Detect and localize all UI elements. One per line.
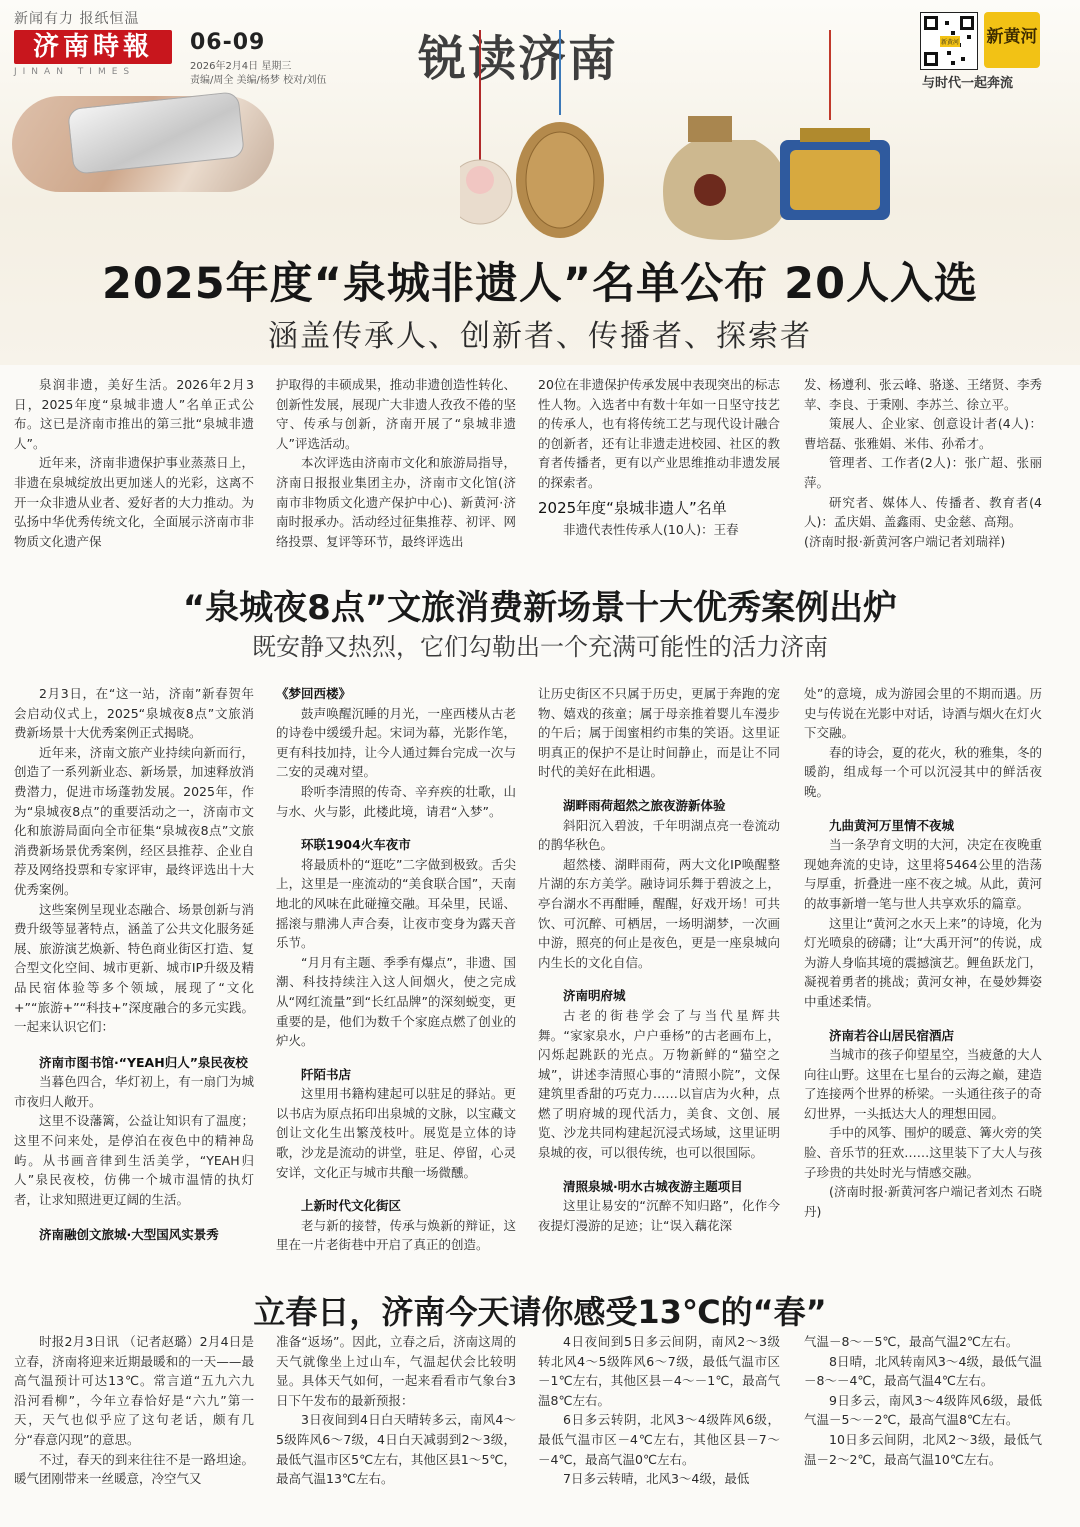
paragraph: 3日夜间到4日白天晴转多云，南风4～5级阵风6～7级，4日白天减弱到2～3级，最低气温市区5℃左右，其他区县1～5℃，最高气温13℃左右。 [276, 1412, 516, 1487]
article3-col1 [14, 1332, 254, 1489]
article2-headline: “泉城夜8点”文旅消费新场景十大优秀案例出炉 [182, 588, 898, 628]
article2-subheadline: 既安静又热烈，它们勾勒出一个充满可能性的活力济南 [252, 633, 828, 661]
article3-col4 [804, 1332, 1042, 1469]
article3-col3 [538, 1332, 780, 1489]
paragraph: 准备“返场”。因此，立春之后，济南这周的天气就像坐上过山车，气温起伏会比较明显。具体天气如何，一起来看看市气象台3日下午发布的最新预报： [276, 1334, 516, 1408]
paragraph: 10日多云间阴，北风2～3级，最低气温－2～2℃，最高气温10℃左右。 [804, 1431, 1042, 1467]
paragraph: 2月3日，在“这一站，济南”新春贺年会启动仪式上，2025“泉城夜8点”文旅消费新场景十大优秀案例正式揭晓。 [14, 686, 254, 741]
partner-logo[interactable]: 新黄河 [984, 12, 1040, 68]
paragraph: 时报2月3日讯 （记者赵璐）2月4日是立春，济南将迎来近期最暖和的一天——最高气温预计可达13℃。常言道“五九六九 沿河看柳”，今年立春恰好是“六九”第一天，天气也似乎应了这句老话，颇有几分“春意闪现”的意思。 [14, 1334, 254, 1447]
article1-col2 [276, 375, 516, 551]
masthead-banner [0, 0, 1080, 365]
article1-headline: 2025年度“泉城非遗人”名单公布 20人入选 [101, 259, 978, 309]
paragraph: 非遗代表性传承人(10人)：王春 [563, 522, 739, 538]
article2-col3 [538, 684, 780, 1235]
list-heading: 2025年度“泉城非遗人”名单 [538, 498, 727, 517]
section-heading: 济南明府城 [563, 988, 626, 1004]
section-heading: 济南市图书馆·“YEAH归人”泉民夜校 [39, 1054, 248, 1070]
article2-col4 [804, 684, 1042, 1221]
section-heading: 湖畔雨荷超然之旅夜游新体验 [563, 797, 726, 813]
section-heading: 清照泉城·明水古城夜游主题项目 [563, 1178, 743, 1194]
article3-col2 [276, 1332, 516, 1489]
paragraph: 气温－8～－5℃，最高气温2℃左右。 [804, 1334, 1019, 1349]
paragraph: 策展人、企业家、创意设计者(4人)：曹培磊、张雅娟、米伟、孙希才。 [804, 416, 1042, 451]
page-numbers: 06-09 [190, 30, 266, 55]
paragraph: “月月有主题、季季有爆点”，非遗、国潮、科技持续注入这人间烟火，使之完成从“网红流量”到“长红品牌”的深刻蜕变，更重要的是，他们为数千个家庭点燃了创业的炉火。 [276, 954, 516, 1049]
newspaper-logo: 济南時報 [14, 30, 172, 64]
section-heading: 阡陌书店 [301, 1066, 352, 1082]
paragraph: 不过，春天的到来往往不是一路坦途。暖气团刚带来一丝暖意，冷空气又 [14, 1451, 254, 1487]
paragraph: 这里不设藩篱，公益让知识有了温度；这里不问来处，是停泊在夜色中的精神岛屿。从书画音律到生活美学，“YEAH归人”泉民夜校，仿佛一个城市温情的执灯者，让求知照进更辽阔的生活。 [14, 1113, 254, 1207]
paragraph: 聆听李清照的传奇、辛弃疾的壮歌，山与水、火与影，此楼此境，请君“入梦”。 [276, 783, 516, 819]
masthead-slogan: 新闻有力 报纸恒温 [14, 11, 140, 27]
date-info [190, 60, 326, 88]
editors-line: 责编/周全 美编/杨梦 校对/刘伍 [190, 75, 327, 86]
paragraph: 将最质朴的“逛吃”二字做到极致。舌尖上，这里是一座流动的“美食联合国”，天南地北的风味在此碰撞交融。耳朵里，民谣、摇滚与鼎沸人声合奏，让夜市变身为露天音乐节。 [276, 856, 516, 951]
issue-date: 2026年2月4日 星期三 [190, 61, 292, 72]
paragraph: 手中的风筝、围炉的暖意、篝火旁的笑脸、音乐节的狂欢……这里装下了大人与孩子珍贵的共处时光与情感交融。 [804, 1125, 1042, 1180]
paragraph: 老与新的接替，传承与焕新的辩证，这里在一片老街巷中开启了真正的创造。 [276, 1217, 516, 1253]
heritage-crafts-illustration [460, 30, 920, 245]
paragraph: 近年来，济南文旅产业持续向新而行，创造了一系列新业态、新场景，加速释放消费潜力，促进市场蓬勃发展。2025年，作为“泉城夜8点”的重要活动之一，济南市文化和旅游局面向全市征集“泉城夜8点”文旅消费新场景优秀案例，经区县推荐、企业自荐及网络投票和专家评审，最终评选出十大优秀案例。 [14, 744, 254, 897]
newspaper-logo-sub: JINAN TIMES [14, 67, 136, 77]
article3-headline: 立春日，济南今天请你感受13℃的“春” [253, 1293, 827, 1331]
byline: (济南时报·新黄河客户端记者刘瑞祥) [804, 533, 1006, 549]
paragraph: 鼓声唤醒沉睡的月光，一座西楼从古老的诗卷中缓缓升起。宋词为幕，光影作笔，更有科技加持，让今人通过舞台完成一次与二安的灵魂对望。 [276, 705, 516, 780]
section-title: 锐读济南 [418, 31, 619, 87]
section-heading: 济南若谷山居民宿酒店 [829, 1027, 955, 1043]
paragraph: 本次评选由济南市文化和旅游局指导，济南日报报业集团主办，济南市文化馆(济南市非物质文化遗产保护中心)、新黄河·济南时报承办。活动经过征集推荐、初评、网络投票、复评等环节，最终评选出 [276, 455, 516, 549]
section-heading: 九曲黄河万里情不夜城 [829, 817, 955, 833]
paragraph: 古老的街巷学会了与当代星辉共舞。“家家泉水，户户垂杨”的古老画布上，闪烁起跳跃的光点。万物新鲜的“猫空之城”，讲述李清照心事的“清照小院”，文保建筑里香甜的巧克力……以盲店为火种，点燃了明府城的现代活力，美食、文创、展览、沙龙共同构建起沉浸式场域，这里证明泉城的夜，可以很传统，也可以很国际。 [538, 1007, 780, 1161]
paragraph: 超然楼、湖畔雨荷，两大文化IP唤醒整片湖的东方美学。融诗词乐舞于碧波之上，亭台湖水不再酣睡，醒醒，好戏开场！可共饮、可沉醉、可栖居，一场明湖梦，一次画中游，照亮的何止是夜色，更是一座泉城向内生长的文化自信。 [538, 856, 780, 970]
paragraph: 这里用书籍构建起可以驻足的驿站。更以书店为原点拓印出泉城的文脉，以宝藏文创让文化生出繁茂枝叶。展览是立体的诗歌，沙龙是流动的讲堂，驻足、停留，心灵安详，文化正与城市共酿一场微醺。 [276, 1086, 516, 1180]
article2-col1 [14, 684, 254, 1245]
byline: (济南时报·新黄河客户端记者刘杰 石晓丹) [804, 1184, 1042, 1219]
article1-col4 [804, 375, 1042, 551]
paragraph: 8日晴，北风转南风3～4级，最低气温－8～－4℃，最高气温4℃左右。 [804, 1353, 1042, 1389]
article2-col2 [276, 684, 516, 1255]
paragraph: 20位在非遗保护传承发展中表现突出的标志性人物。入选者中有数十年如一日坚守技艺的传承人，也有将传统工艺与现代设计融合的创新者，还有让非遗走进校园、社区的教育者传播者，更有以产业思维推动非遗发展的探索者。 [538, 377, 780, 490]
qr-code-icon[interactable] [920, 12, 978, 70]
paragraph: 6日多云转阴，北风3～4级阵风6级，最低气温市区－4℃左右，其他区县－7～－4℃，最高气温0℃左右。 [538, 1412, 780, 1467]
paragraph: 处”的意境，成为游园会里的不期而遇。历史与传说在光影中对话，诗酒与烟火在灯火下交融。 [804, 686, 1042, 741]
article1-subheadline: 涵盖传承人、创新者、传播者、探索者 [268, 319, 812, 354]
article1-col3 [538, 375, 780, 540]
section-heading: 环联1904火车夜市 [301, 837, 411, 853]
paragraph: 9日多云，南风3～4级阵风6级，最低气温－5～－2℃，最高气温8℃左右。 [804, 1392, 1042, 1428]
section-heading: 《梦回西楼》 [276, 686, 352, 701]
paragraph: 这里让易安的“沉醉不知归路”，化作今夜提灯漫游的足迹；让“误入藕花深 [538, 1198, 780, 1233]
paragraph: 研究者、媒体人、传播者、教育者(4人)：孟庆娟、盖鑫雨、史金慈、高翔。 [804, 494, 1042, 530]
article1-col1 [14, 375, 254, 551]
paragraph: 当一条孕育文明的大河，决定在夜晚重现她奔流的史诗，这里将5464公里的浩荡与厚重，折叠进一座不夜之城。从此，黄河的故事新增一笔与世人共享欢乐的篇章。 [804, 837, 1042, 911]
paragraph: 当暮色四合，华灯初上，有一扇门为城市夜归人敞开。 [14, 1074, 254, 1109]
paragraph: 让历史街区不只属于历史，更属于奔跑的宠物、嬉戏的孩童；属于母亲推着婴儿车漫步的午后；属于闺蜜相约市集的笑语。这里证明真正的保护不是让时间静止，而是让不同时代的美好在此相遇。 [538, 686, 780, 780]
partner-slogan: 与时代一起奔流 [922, 76, 1014, 91]
paragraph: 发、杨遵利、张云峰、骆遂、王绪贤、李秀苹、李良、于秉刚、李苏兰、徐立平。 [804, 377, 1042, 412]
paragraph: 管理者、工作者(2人)：张广超、张丽萍。 [804, 455, 1042, 490]
paragraph: 这里让“黄河之水天上来”的诗境，化为灯光喷泉的磅礴；让“大禹开河”的传说，成为游人身临其境的震撼演艺。鲤鱼跃龙门，凝视着勇者的挑战；黄河女神，在曼妙舞姿中重述柔情。 [804, 915, 1042, 1009]
section-heading: 济南融创文旅城·大型国风实景秀 [39, 1227, 219, 1243]
paragraph: 护取得的丰硕成果，推动非遗创造性转化、创新性发展，展现广大非遗人孜孜不倦的坚守、传承与创新，济南开展了“泉城非遗人”评选活动。 [276, 377, 516, 451]
paragraph: 7日多云转晴，北风3～4级，最低 [563, 1471, 750, 1487]
section-heading: 上新时代文化街区 [301, 1198, 402, 1214]
paragraph: 近年来，济南非遗保护事业蒸蒸日上，非遗在泉城绽放出更加迷人的光彩，这离不开一众非遗从业者、爱好者的大力推动。为弘扬中华优秀传统文化，全面展示济南市非物质文化遗产保 [14, 455, 254, 549]
paragraph: 4日夜间到5日多云间阴，南风2～3级转北风4～5级阵风6～7级，最低气温市区－1℃左右，其他区县－4～－1℃，最高气温8℃左右。 [538, 1334, 780, 1408]
paragraph: 泉润非遗，美好生活。2026年2月3日，2025年度“泉城非遗人”名单正式公布。这已是济南市推出的第三批“泉城非遗人”。 [14, 377, 254, 451]
paragraph: 当城市的孩子仰望星空，当疲惫的大人向往山野。这里在七星台的云海之巅，建造了连接两个世界的桥梁。一头通往孩子的奇幻世界，一头抵达大人的理想田园。 [804, 1047, 1042, 1121]
paragraph: 春的诗会，夏的花火，秋的雅集，冬的暖韵，组成每一个可以沉浸其中的鲜活夜晚。 [804, 744, 1042, 799]
paragraph: 这些案例呈现业态融合、场景创新与消费升级等显著特点，涵盖了公共文化服务延展、旅游演艺焕新、特色商业街区打造、复合型文化空间、城市更新、城市IP升级及精品民宿体验等多个领域，展现了“文化+”“旅游+”“科技+”深度融合的多元实践。一起来认识它们： [14, 901, 254, 1035]
paragraph: 斜阳沉入碧波，千年明湖点亮一卷流动的鹊华秋色。 [538, 817, 780, 853]
qr-center-label: 新黄河 [940, 36, 960, 47]
